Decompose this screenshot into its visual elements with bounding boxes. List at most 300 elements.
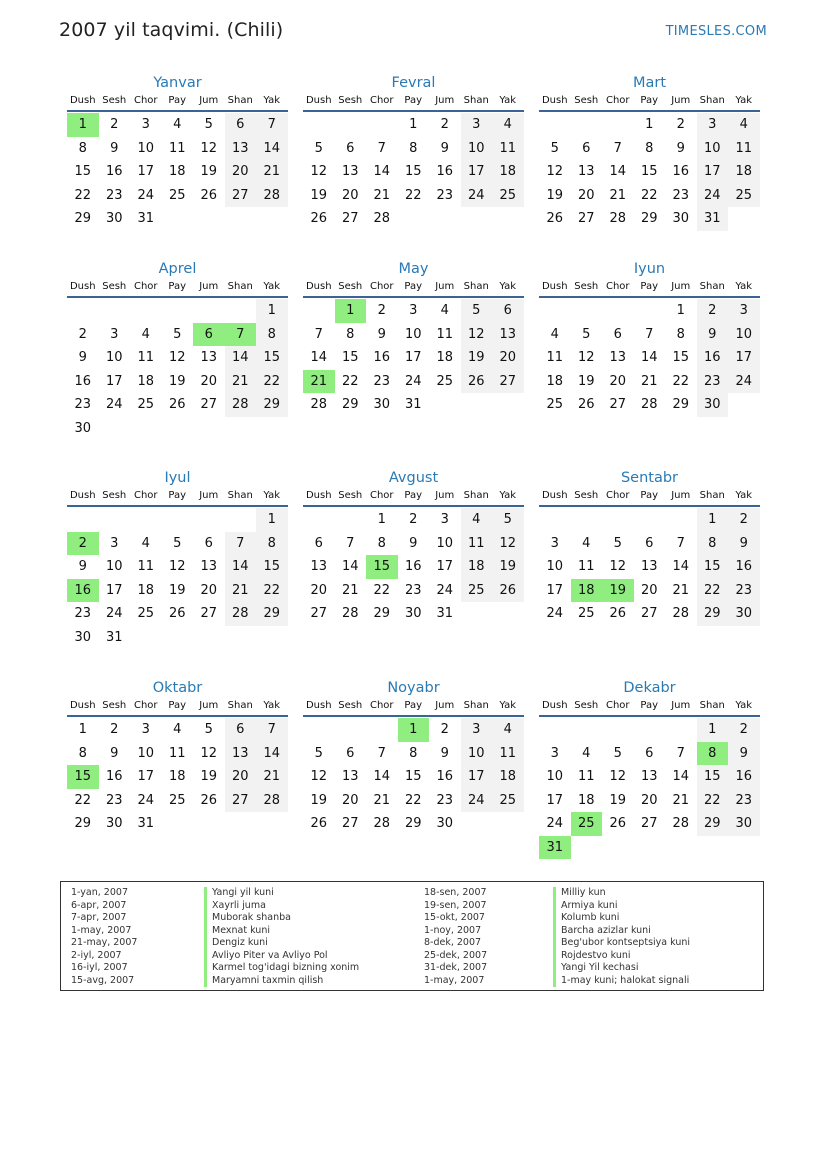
day-cell [256, 812, 288, 836]
legend-names-col-1 [204, 887, 359, 987]
weekday-header-row [303, 94, 524, 110]
day-cell: 6 [225, 113, 257, 137]
day-cell [225, 508, 257, 532]
day-cell: 25 [571, 812, 603, 836]
weekday-label: Jum [671, 95, 691, 106]
legend-holiday-name: Muborak shanba [204, 912, 359, 925]
day-cell: 15 [697, 555, 729, 579]
weekday-label: Pay [404, 281, 423, 292]
day-cell [193, 417, 225, 441]
week-row [67, 299, 288, 323]
weekday-label: Sesh [338, 281, 363, 292]
day-cell: 18 [137, 373, 155, 389]
day-cell: 7 [314, 326, 323, 342]
week-row [303, 207, 524, 231]
weekday-label: Yak [499, 490, 517, 501]
day-cell: 1 [697, 718, 729, 742]
month-days [303, 113, 524, 231]
weekday-label: Dush [69, 95, 96, 106]
day-cell: 23 [74, 397, 92, 412]
weekday-label: Jum [671, 490, 691, 501]
weekday-label: Sesh [338, 700, 363, 711]
day-cell: 31 [436, 606, 454, 621]
day-cell: 13 [609, 350, 627, 365]
day-cell: 29 [256, 393, 288, 417]
day-cell: 10 [461, 742, 493, 766]
header-rule [67, 505, 288, 507]
day-cell [366, 113, 398, 137]
week-row [67, 184, 288, 208]
weekday-header-row [303, 699, 524, 715]
day-cell [398, 207, 430, 231]
week-row [303, 532, 524, 556]
day-cell: 23 [728, 789, 760, 813]
day-cell: 24 [105, 606, 123, 621]
weekday-label: Shan [463, 700, 489, 711]
day-cell: 19 [168, 582, 186, 598]
day-cell: 31 [105, 629, 123, 645]
day-cell: 11 [492, 742, 524, 766]
day-cell: 18 [436, 350, 454, 365]
month-name: Iyun [633, 261, 666, 277]
day-cell: 22 [74, 187, 92, 203]
legend-holiday-name: Mexnat kuni [204, 925, 359, 938]
weekday-label: Jum [435, 95, 455, 106]
day-cell [492, 602, 524, 626]
day-cell: 29 [697, 602, 729, 626]
day-cell [461, 602, 493, 626]
day-cell: 2 [728, 508, 760, 532]
weekday-label: Sesh [102, 281, 127, 292]
day-cell: 30 [728, 602, 760, 626]
weekday-label: Chor [133, 490, 158, 501]
day-cell [335, 113, 367, 137]
day-cell: 26 [168, 397, 186, 412]
day-cell: 17 [436, 559, 454, 574]
week-row [303, 789, 524, 813]
day-cell: 11 [137, 350, 155, 365]
week-row [539, 508, 760, 532]
day-cell: 29 [74, 211, 92, 226]
day-cell: 15 [672, 350, 690, 365]
week-row [539, 555, 760, 579]
day-cell: 21 [373, 187, 391, 203]
day-cell [665, 718, 697, 742]
month-mart [539, 72, 760, 231]
day-cell: 7 [377, 140, 386, 156]
legend-holiday-name: 1-may kuni; halokat signali [553, 975, 690, 988]
week-row [67, 602, 288, 626]
weekday-label: Sesh [574, 95, 599, 106]
day-cell: 10 [697, 137, 729, 161]
week-row [303, 765, 524, 789]
day-cell: 10 [105, 559, 123, 574]
day-cell: 19 [577, 373, 595, 389]
day-cell: 4 [173, 117, 182, 132]
day-cell: 2 [697, 299, 729, 323]
day-cell: 9 [697, 323, 729, 347]
day-cell: 1 [78, 722, 87, 737]
day-cell: 4 [173, 722, 182, 737]
day-cell [602, 508, 634, 532]
day-cell: 2 [377, 303, 386, 318]
site-link[interactable]: TIMESLES.COM [665, 24, 767, 39]
day-cell [571, 113, 603, 137]
day-cell: 14 [672, 769, 690, 784]
day-cell: 17 [105, 373, 123, 389]
week-row [539, 742, 760, 766]
day-cell: 25 [546, 397, 564, 412]
weekday-label: Yak [263, 700, 281, 711]
day-cell: 30 [105, 211, 123, 226]
day-cell: 30 [728, 812, 760, 836]
month-days [539, 718, 760, 859]
month-name: Aprel [158, 261, 197, 277]
day-cell: 1 [377, 512, 386, 527]
header-rule [67, 110, 288, 112]
day-cell: 22 [256, 370, 288, 394]
day-cell: 24 [137, 792, 155, 808]
weekday-header-row [539, 699, 760, 715]
day-cell [67, 299, 99, 323]
day-cell [162, 508, 194, 532]
day-cell: 20 [640, 582, 658, 598]
week-row [67, 789, 288, 813]
weekday-label: Sesh [102, 95, 127, 106]
legend-date: 15-okt, 2007 [424, 912, 485, 923]
week-row [539, 323, 760, 347]
day-cell: 24 [546, 816, 564, 831]
day-cell: 24 [461, 184, 493, 208]
legend-holiday-name: Maryamni taxmin qilish [204, 975, 359, 988]
day-cell: 26 [461, 370, 493, 394]
header-rule [539, 715, 760, 717]
month-avgust [303, 467, 524, 626]
day-cell: 19 [602, 579, 634, 603]
day-cell: 18 [492, 765, 524, 789]
week-row [539, 207, 760, 231]
weekday-label: Shan [699, 281, 725, 292]
month-days [67, 113, 288, 231]
week-row [67, 765, 288, 789]
day-cell [303, 113, 335, 137]
day-cell: 5 [492, 508, 524, 532]
week-row [67, 346, 288, 370]
weekday-label: Pay [640, 490, 659, 501]
day-cell: 21 [303, 370, 335, 394]
day-cell: 9 [110, 140, 119, 156]
day-cell: 4 [461, 508, 493, 532]
day-cell: 4 [492, 113, 524, 137]
day-cell: 29 [256, 602, 288, 626]
weekday-label: Chor [369, 490, 394, 501]
weekday-label: Shan [463, 95, 489, 106]
day-cell [728, 207, 760, 231]
day-cell: 18 [492, 160, 524, 184]
weekday-label: Shan [227, 490, 253, 501]
day-cell: 8 [409, 140, 418, 156]
day-cell: 27 [640, 816, 658, 831]
legend-date: 1-noy, 2007 [424, 924, 482, 936]
day-cell [162, 626, 194, 650]
day-cell: 15 [341, 350, 359, 365]
header-rule [67, 296, 288, 298]
day-cell: 21 [256, 765, 288, 789]
week-row [539, 602, 760, 626]
day-cell: 23 [373, 373, 391, 389]
day-cell [162, 299, 194, 323]
day-cell: 31 [697, 207, 729, 231]
day-cell: 3 [141, 117, 150, 132]
day-cell [225, 626, 257, 650]
day-cell: 8 [697, 532, 729, 556]
weekday-label: Yak [263, 490, 281, 501]
week-row [539, 299, 760, 323]
day-cell: 26 [310, 816, 328, 831]
day-cell: 6 [193, 323, 225, 347]
day-cell: 17 [546, 582, 564, 598]
month-days [539, 508, 760, 626]
day-cell: 28 [341, 606, 359, 621]
legend-holiday-name: Kolumb kuni [553, 912, 690, 925]
day-cell: 10 [404, 326, 422, 342]
day-cell: 10 [137, 140, 155, 156]
header-rule [303, 505, 524, 507]
day-cell: 10 [546, 769, 564, 784]
day-cell: 7 [613, 140, 622, 156]
day-cell [461, 812, 493, 836]
day-cell: 31 [404, 397, 422, 412]
day-cell: 24 [728, 370, 760, 394]
day-cell: 28 [256, 184, 288, 208]
day-cell: 22 [74, 792, 92, 808]
day-cell: 8 [78, 140, 87, 156]
weekday-label: Chor [369, 700, 394, 711]
week-row [539, 184, 760, 208]
weekday-label: Pay [168, 700, 187, 711]
day-cell: 13 [577, 164, 595, 179]
day-cell: 14 [256, 742, 288, 766]
day-cell: 7 [645, 326, 654, 342]
week-row [67, 323, 288, 347]
weekday-label: Chor [133, 95, 158, 106]
day-cell: 6 [346, 140, 355, 156]
day-cell [728, 836, 760, 860]
legend-date: 15-avg, 2007 [71, 974, 135, 986]
month-days [67, 718, 288, 836]
day-cell [429, 393, 461, 417]
day-cell: 1 [256, 508, 288, 532]
header-rule [539, 505, 760, 507]
day-cell: 20 [200, 582, 218, 598]
day-cell: 5 [613, 745, 622, 761]
week-row [539, 718, 760, 742]
day-cell [492, 812, 524, 836]
day-cell: 28 [225, 602, 257, 626]
day-cell: 24 [697, 184, 729, 208]
week-row [67, 508, 288, 532]
header-rule [303, 110, 524, 112]
day-cell: 10 [728, 323, 760, 347]
day-cell [602, 718, 634, 742]
day-cell: 21 [609, 187, 627, 203]
legend-date: 31-dek, 2007 [424, 962, 488, 973]
day-cell: 27 [609, 397, 627, 412]
day-cell: 23 [436, 187, 454, 203]
weekday-header-row [67, 699, 288, 715]
week-row [539, 812, 760, 836]
legend-holiday-name: Beg'ubor kontseptsiya kuni [553, 937, 690, 950]
day-cell: 1 [67, 113, 99, 137]
day-cell: 21 [256, 160, 288, 184]
day-cell: 28 [373, 211, 391, 226]
day-cell [256, 207, 288, 231]
legend-date: 21-may, 2007 [71, 937, 138, 948]
weekday-label: Shan [463, 281, 489, 292]
day-cell: 2 [728, 718, 760, 742]
month-name: Sentabr [620, 470, 679, 486]
week-row [539, 346, 760, 370]
day-cell: 22 [404, 792, 422, 808]
day-cell [130, 417, 162, 441]
legend-holiday-name: Karmel tog'idagi bizning xonim [204, 962, 359, 975]
day-cell: 2 [440, 722, 449, 737]
day-cell: 28 [373, 816, 391, 831]
weekday-label: Chor [133, 700, 158, 711]
day-cell: 11 [436, 326, 454, 342]
day-cell: 26 [492, 579, 524, 603]
day-cell: 14 [640, 350, 658, 365]
day-cell: 19 [310, 792, 328, 808]
weekday-header-row [67, 280, 288, 296]
weekday-label: Yak [735, 281, 753, 292]
day-cell: 18 [728, 160, 760, 184]
week-row [67, 555, 288, 579]
day-cell: 5 [173, 326, 182, 342]
day-cell: 11 [546, 350, 564, 365]
day-cell: 17 [697, 160, 729, 184]
day-cell: 20 [341, 187, 359, 203]
day-cell: 3 [728, 299, 760, 323]
day-cell: 17 [137, 769, 155, 784]
day-cell: 16 [105, 769, 123, 784]
day-cell: 16 [436, 769, 454, 784]
day-cell [429, 207, 461, 231]
day-cell: 28 [225, 393, 257, 417]
day-cell: 23 [672, 187, 690, 203]
day-cell: 11 [168, 745, 186, 761]
month-noyabr [303, 677, 524, 836]
day-cell: 7 [676, 745, 685, 761]
day-cell: 29 [697, 812, 729, 836]
month-name: May [398, 261, 429, 277]
day-cell [634, 299, 666, 323]
day-cell: 3 [550, 535, 559, 551]
day-cell: 29 [341, 397, 359, 412]
day-cell [99, 299, 131, 323]
day-cell: 2 [409, 512, 418, 527]
day-cell: 13 [200, 559, 218, 574]
day-cell: 28 [640, 397, 658, 412]
legend-holiday-name: Dengiz kuni [204, 937, 359, 950]
day-cell [162, 207, 194, 231]
day-cell: 5 [582, 326, 591, 342]
header-rule [67, 715, 288, 717]
day-cell: 12 [168, 350, 186, 365]
weekday-label: Dush [541, 95, 568, 106]
day-cell: 21 [225, 370, 257, 394]
week-row [539, 579, 760, 603]
day-cell: 19 [200, 769, 218, 784]
day-cell: 14 [373, 769, 391, 784]
day-cell: 18 [137, 582, 155, 598]
day-cell: 10 [105, 350, 123, 365]
day-cell: 27 [225, 184, 257, 208]
day-cell: 25 [168, 187, 186, 203]
weekday-label: Dush [69, 281, 96, 292]
month-sentabr [539, 467, 760, 626]
day-cell [665, 836, 697, 860]
day-cell: 8 [676, 326, 685, 342]
month-name: Oktabr [152, 680, 203, 696]
month-name: Dekabr [623, 680, 676, 696]
week-row [303, 370, 524, 394]
day-cell: 22 [373, 582, 391, 598]
weekday-label: Chor [133, 281, 158, 292]
month-iyul [67, 467, 288, 649]
day-cell: 28 [310, 397, 328, 412]
day-cell: 4 [492, 718, 524, 742]
legend-date: 1-yan, 2007 [71, 887, 128, 898]
weekday-label: Dush [305, 700, 332, 711]
day-cell: 25 [461, 579, 493, 603]
week-row [67, 579, 288, 603]
day-cell: 30 [74, 420, 92, 436]
day-cell: 21 [341, 582, 359, 598]
week-row [67, 718, 288, 742]
month-oktabr [67, 677, 288, 836]
day-cell: 9 [78, 559, 87, 574]
weekday-label: Jum [671, 700, 691, 711]
day-cell: 15 [640, 164, 658, 179]
header-rule [303, 715, 524, 717]
day-cell [193, 299, 225, 323]
month-name: Fevral [391, 75, 436, 91]
weekday-label: Dush [541, 490, 568, 501]
week-row [303, 137, 524, 161]
header-rule [303, 296, 524, 298]
day-cell [130, 626, 162, 650]
day-cell: 3 [550, 745, 559, 761]
day-cell: 22 [256, 579, 288, 603]
day-cell: 7 [377, 745, 386, 761]
week-row [303, 160, 524, 184]
day-cell: 18 [461, 555, 493, 579]
weekday-label: Chor [605, 95, 630, 106]
day-cell [571, 836, 603, 860]
day-cell [539, 299, 571, 323]
week-row [67, 137, 288, 161]
day-cell: 6 [225, 718, 257, 742]
day-cell [256, 417, 288, 441]
day-cell: 14 [672, 559, 690, 574]
weekday-label: Pay [640, 700, 659, 711]
week-row [67, 417, 288, 441]
day-cell: 26 [577, 397, 595, 412]
month-days [303, 299, 524, 417]
day-cell: 3 [409, 303, 418, 318]
week-row [303, 184, 524, 208]
